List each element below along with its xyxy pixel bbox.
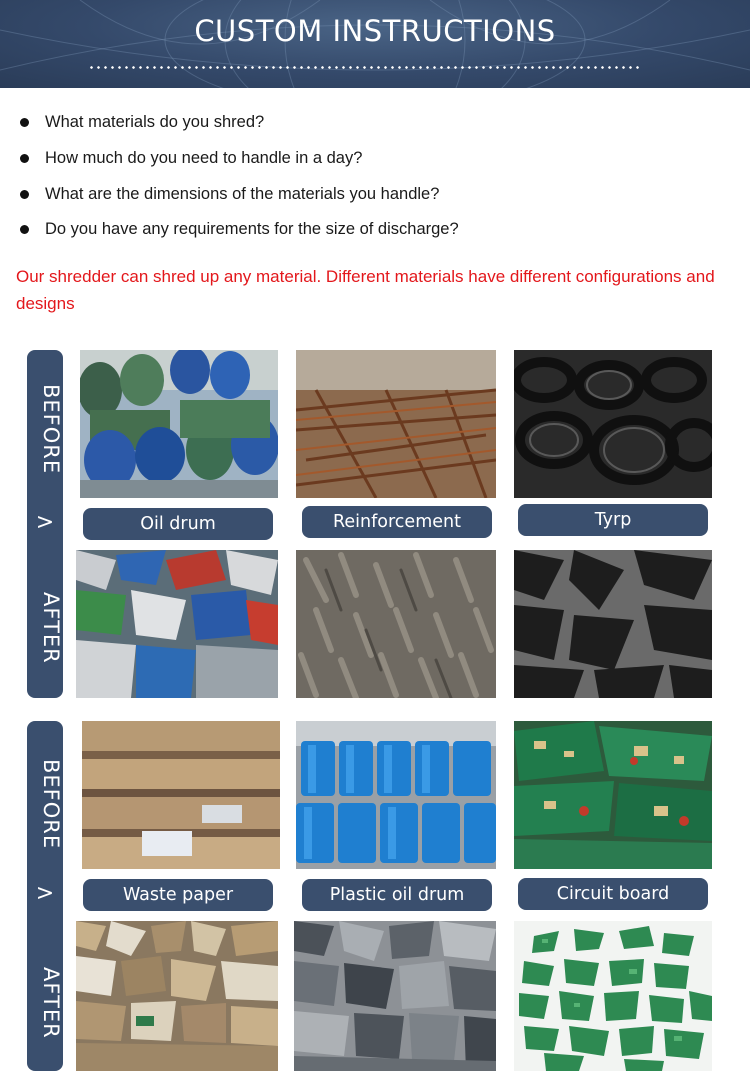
circuit-board-before-image <box>514 721 712 869</box>
reinforcement-after-image <box>296 550 496 698</box>
question-text: What materials do you shred? <box>45 112 265 131</box>
before-label: BEFORE <box>39 759 63 850</box>
after-label: AFTER <box>39 967 63 1039</box>
arrow-label: > <box>35 510 55 535</box>
question-item <box>20 146 362 170</box>
question-text: Do you have any requirements for the size of discharge? <box>45 219 459 238</box>
tyre-before-image <box>514 350 712 498</box>
question-text: How much do you need to handle in a day? <box>45 148 363 167</box>
comparison-panel-2 <box>0 721 750 1071</box>
question-text: What are the dimensions of the materials you handle? <box>45 184 440 203</box>
material-tag-circuit-board: Circuit board <box>518 878 708 910</box>
material-tag-plastic-oil-drum: Plastic oil drum <box>302 879 492 911</box>
bullet-icon <box>20 154 29 163</box>
waste-paper-before-image <box>82 721 280 869</box>
dotted-divider <box>88 66 640 69</box>
material-tag-tyre: Tyrp <box>518 504 708 536</box>
header-banner <box>0 0 750 88</box>
arrow-label: > <box>35 881 55 906</box>
question-item <box>20 217 459 241</box>
shredder-note: Our shredder can shred up any material. Different materials have different configurations and designs <box>16 267 715 313</box>
material-tag-waste-paper: Waste paper <box>83 879 273 911</box>
before-label: BEFORE <box>39 384 63 475</box>
page-title: CUSTOM INSTRUCTIONS <box>194 14 556 48</box>
bullet-icon <box>20 118 29 127</box>
oil-drum-before-image <box>80 350 278 498</box>
material-tag-reinforcement: Reinforcement <box>302 506 492 538</box>
after-label: AFTER <box>39 592 63 664</box>
bullet-icon <box>20 225 29 234</box>
before-after-label <box>27 350 63 698</box>
tyre-after-image <box>514 550 712 698</box>
material-tag-oil-drum: Oil drum <box>83 508 273 540</box>
before-after-label <box>27 721 63 1071</box>
oil-drum-after-image <box>76 550 278 698</box>
plastic-drum-before-image <box>296 721 496 869</box>
question-item <box>20 110 264 134</box>
bullet-icon <box>20 190 29 199</box>
question-item <box>20 182 439 206</box>
circuit-board-after-image <box>514 921 712 1071</box>
reinforcement-before-image <box>296 350 496 498</box>
plastic-drum-after-image <box>294 921 496 1071</box>
waste-paper-after-image <box>76 921 278 1071</box>
comparison-panel-1 <box>0 350 750 700</box>
